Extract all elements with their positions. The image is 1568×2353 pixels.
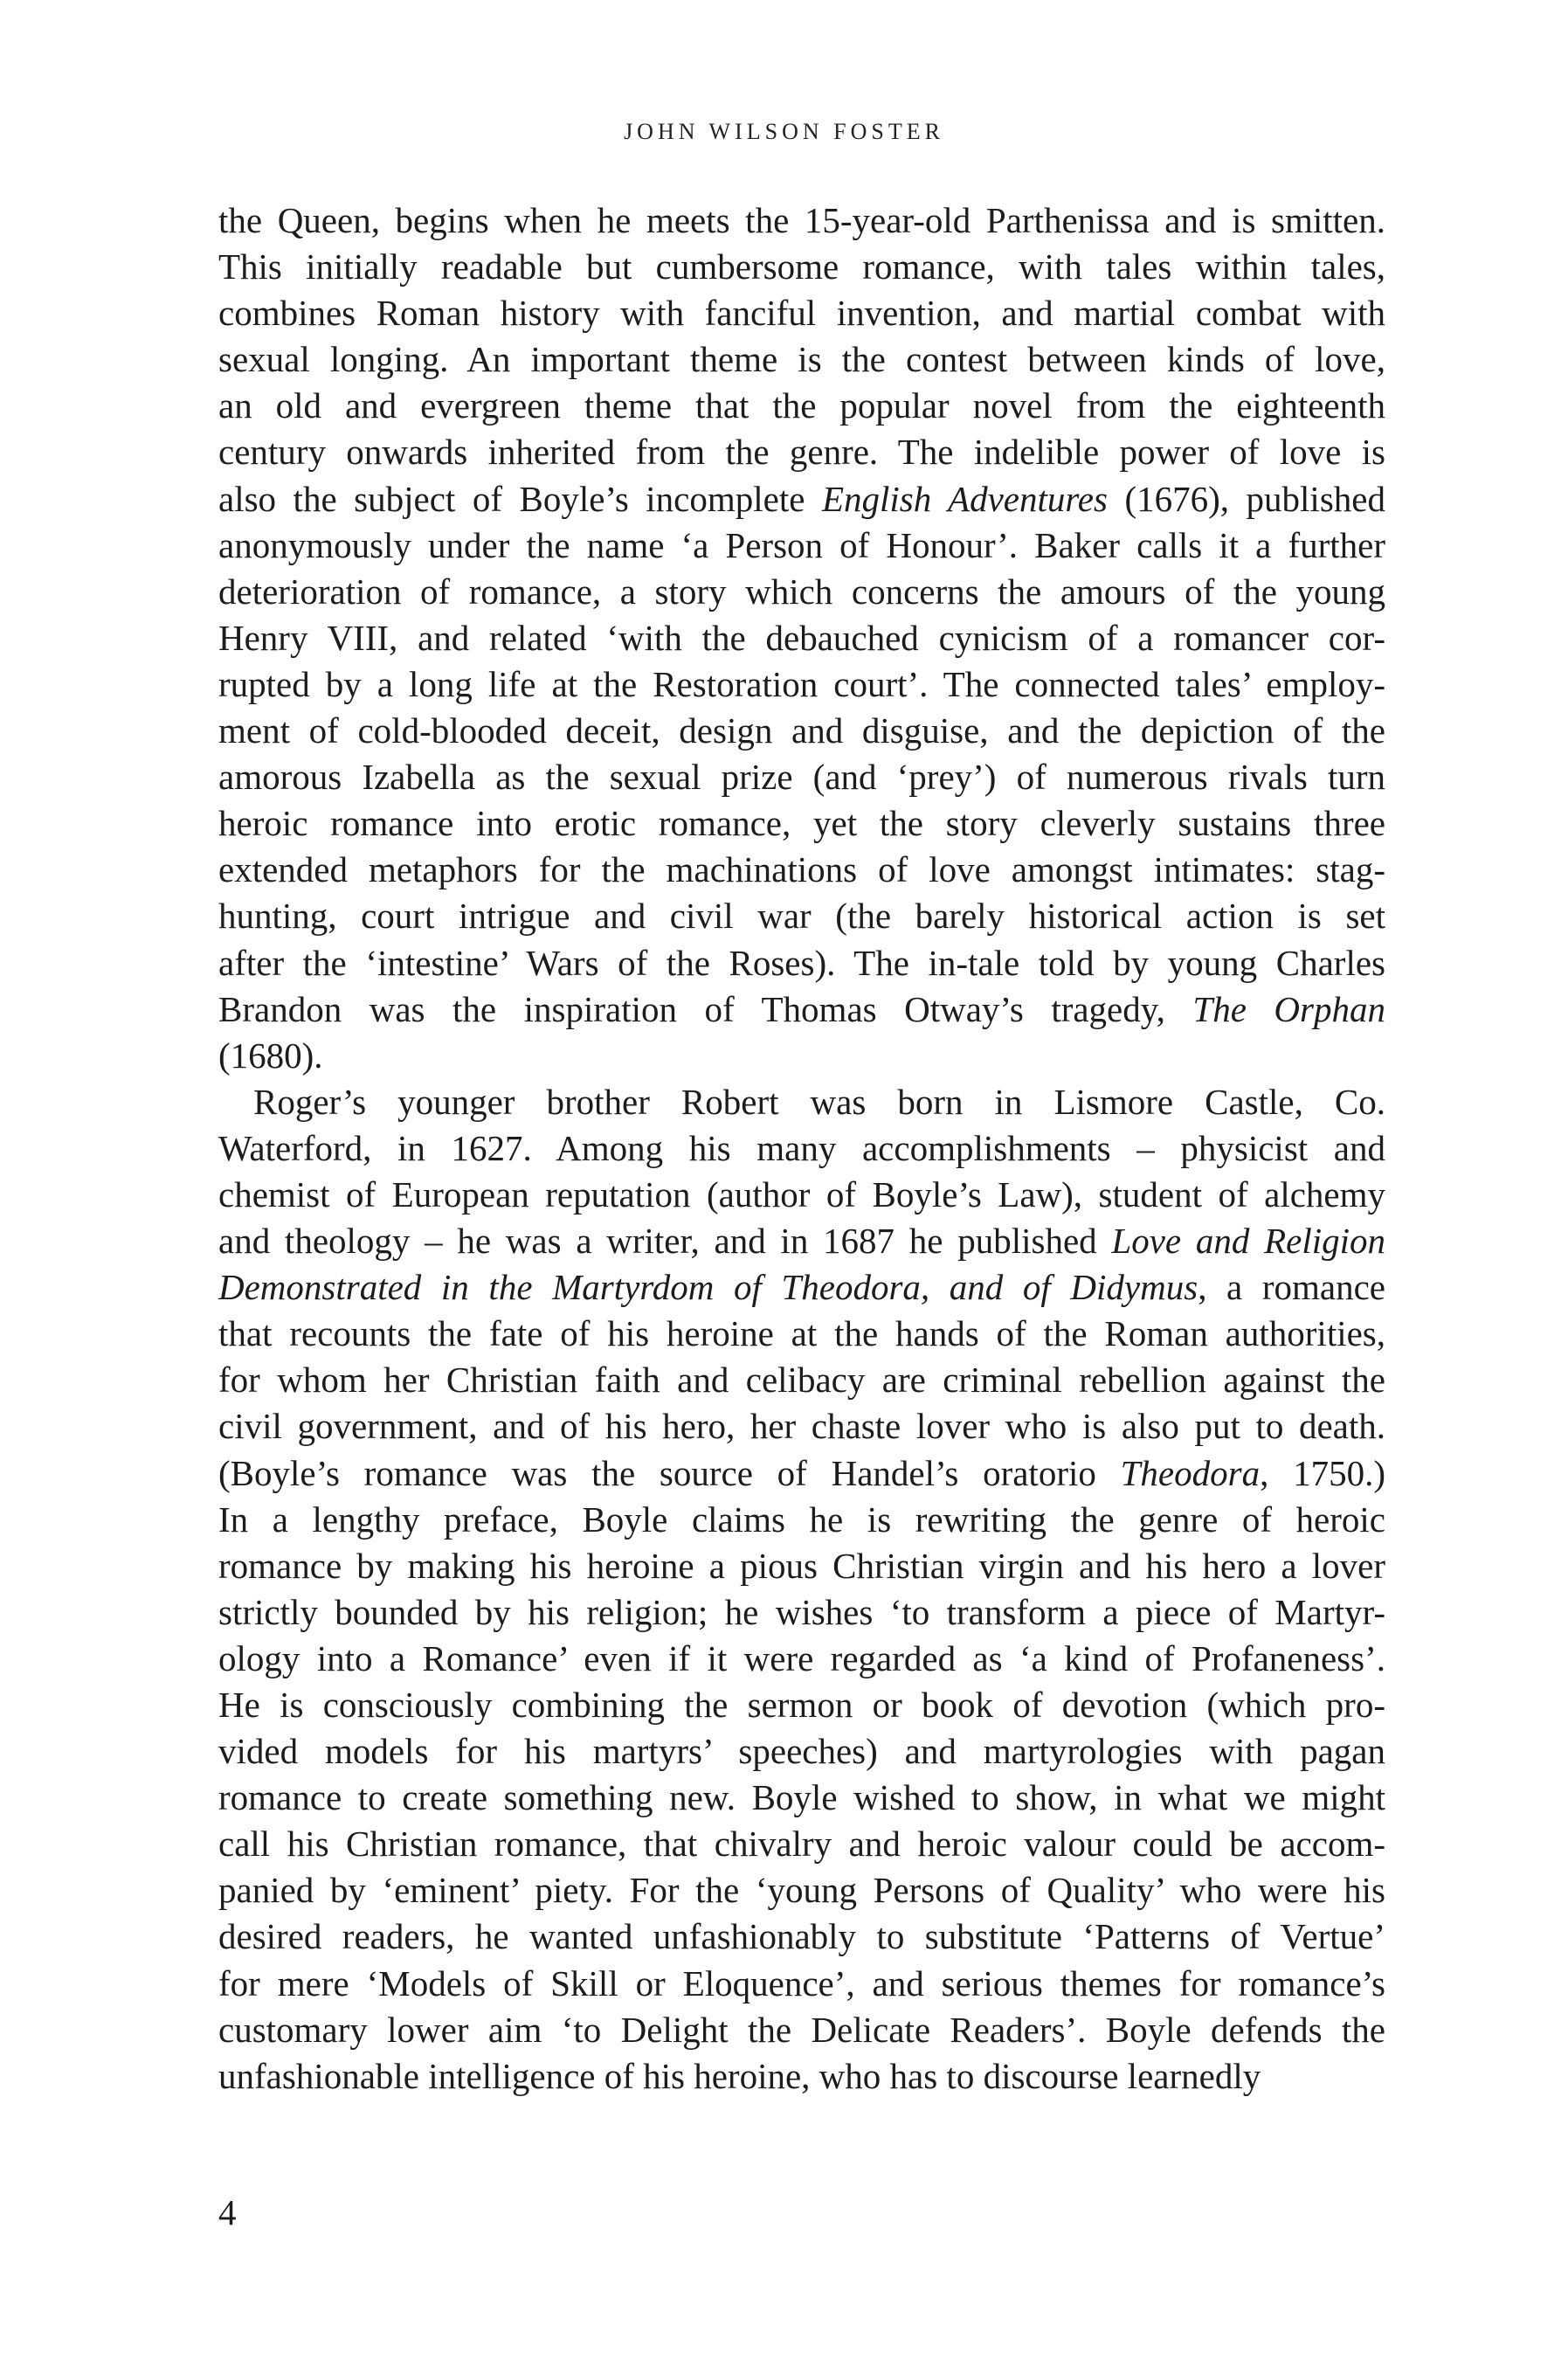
text-line: ology into a Romance’ even if it were regarded as ‘a kind of Profaneness’. bbox=[218, 1637, 1385, 1678]
paragraph-1 bbox=[218, 197, 1385, 1079]
text-line: after the ‘intestine’ Wars of the Roses). The in-tale told by young Charles bbox=[218, 942, 1385, 983]
text-line: also the subject of Boyle’s incomplete English Adventures (1676), published bbox=[218, 478, 1385, 519]
text-line: romance to create something new. Boyle wished to show, in what we might bbox=[218, 1777, 1385, 1818]
text-line: an old and evergreen theme that the popular novel from the eighteenth bbox=[218, 385, 1385, 426]
body-text bbox=[218, 197, 1385, 2100]
text-line: He is consciously combining the sermon or book of devotion (which pro- bbox=[218, 1685, 1385, 1725]
text-line: customary lower aim ‘to Delight the Delicate Readers’. Boyle defends the bbox=[218, 2009, 1385, 2050]
text-line: romance by making his heroine a pious Christian virgin and his hero a lover bbox=[218, 1545, 1385, 1586]
text-line: for whom her Christian faith and celibacy are criminal rebellion against the bbox=[218, 1360, 1385, 1401]
text-line: amorous Izabella as the sexual prize (and ‘prey’) of numerous rivals turn bbox=[218, 757, 1385, 798]
text-line: anonymously under the name ‘a Person of Honour’. Baker calls it a further bbox=[218, 524, 1385, 565]
text-line: Henry VIII, and related ‘with the debauched cynicism of a romancer cor- bbox=[218, 617, 1385, 658]
page-number: 4 bbox=[218, 2192, 237, 2232]
text-line: chemist of European reputation (author of Boyle’s Law), student of alchemy bbox=[218, 1173, 1385, 1215]
text-line: panied by ‘eminent’ piety. For the ‘young Persons of Quality’ who were his bbox=[218, 1870, 1385, 1911]
text-line: that recounts the fate of his heroine at the hands of the Roman authorities, bbox=[218, 1313, 1385, 1354]
text-line: In a lengthy preface, Boyle claims he is rewriting the genre of heroic bbox=[218, 1498, 1385, 1540]
italic-title: English Adventures bbox=[821, 478, 1108, 519]
text-line: civil government, and of his hero, her chaste lover who is also put to death. bbox=[218, 1406, 1385, 1447]
text-line: and theology – he was a writer, and in 1687 he published Love and Religion bbox=[218, 1221, 1385, 1262]
text-line: sexual longing. An important theme is the contest between kinds of love, bbox=[218, 339, 1385, 380]
text-line: This initially readable but cumbersome romance, with tales within tales, bbox=[218, 246, 1385, 287]
paragraph-2 bbox=[218, 1079, 1385, 2100]
italic-title: Theodora bbox=[1120, 1452, 1261, 1493]
italic-title: Demonstrated in the Martyrdom of Theodora, and of Didymus bbox=[218, 1267, 1198, 1308]
italic-title: Love and Religion bbox=[1111, 1221, 1385, 1262]
text-line: for mere ‘Models of Skill or Eloquence’, and serious themes for romance’s bbox=[218, 1962, 1385, 2004]
text-line: combines Roman history with fanciful invention, and martial combat with bbox=[218, 293, 1385, 334]
text-line: deterioration of romance, a story which concerns the amours of the young bbox=[218, 571, 1385, 612]
text-line: Demonstrated in the Martyrdom of Theodora, and of Didymus, a romance bbox=[218, 1267, 1385, 1308]
text-line: Roger’s younger brother Robert was born in Lismore Castle, Co. bbox=[253, 1081, 1385, 1122]
text-line: (1680). bbox=[218, 1035, 323, 1076]
text-line: century onwards inherited from the genre. The indelible power of love is bbox=[218, 432, 1385, 473]
text-line: the Queen, begins when he meets the 15-year-old Parthenissa and is smitten. bbox=[218, 200, 1385, 240]
text-line: strictly bounded by his religion; he wishes ‘to transform a piece of Martyr- bbox=[218, 1591, 1385, 1632]
text-line: extended metaphors for the machinations of love amongst intimates: stag- bbox=[218, 849, 1385, 890]
text-line: Waterford, in 1627. Among his many accomplishments – physicist and bbox=[218, 1127, 1385, 1168]
italic-title: The Orphan bbox=[1192, 988, 1385, 1029]
text-line: vided models for his martyrs’ speeches) and martyrologies with pagan bbox=[218, 1731, 1385, 1772]
text-line: hunting, court intrigue and civil war (the barely historical action is set bbox=[218, 896, 1385, 937]
text-line: (Boyle’s romance was the source of Handel’s oratorio Theodora, 1750.) bbox=[218, 1452, 1385, 1493]
running-head: JOHN WILSON FOSTER bbox=[624, 119, 944, 144]
text-line: call his Christian romance, that chivalry and heroic valour could be accom- bbox=[218, 1824, 1385, 1865]
text-line: rupted by a long life at the Restoration court’. The connected tales’ employ- bbox=[218, 663, 1385, 704]
text-line: heroic romance into erotic romance, yet the story cleverly sustains three bbox=[218, 803, 1385, 844]
text-line: desired readers, he wanted unfashionably to substitute ‘Patterns of Vertue’ bbox=[218, 1916, 1385, 1957]
text-line: unfashionable intelligence of his heroine, who has to discourse learnedly bbox=[218, 2055, 1261, 2096]
text-line: Brandon was the inspiration of Thomas Otway’s tragedy, The Orphan bbox=[218, 988, 1385, 1029]
text-line: ment of cold-blooded deceit, design and disguise, and the depiction of the bbox=[218, 710, 1385, 751]
